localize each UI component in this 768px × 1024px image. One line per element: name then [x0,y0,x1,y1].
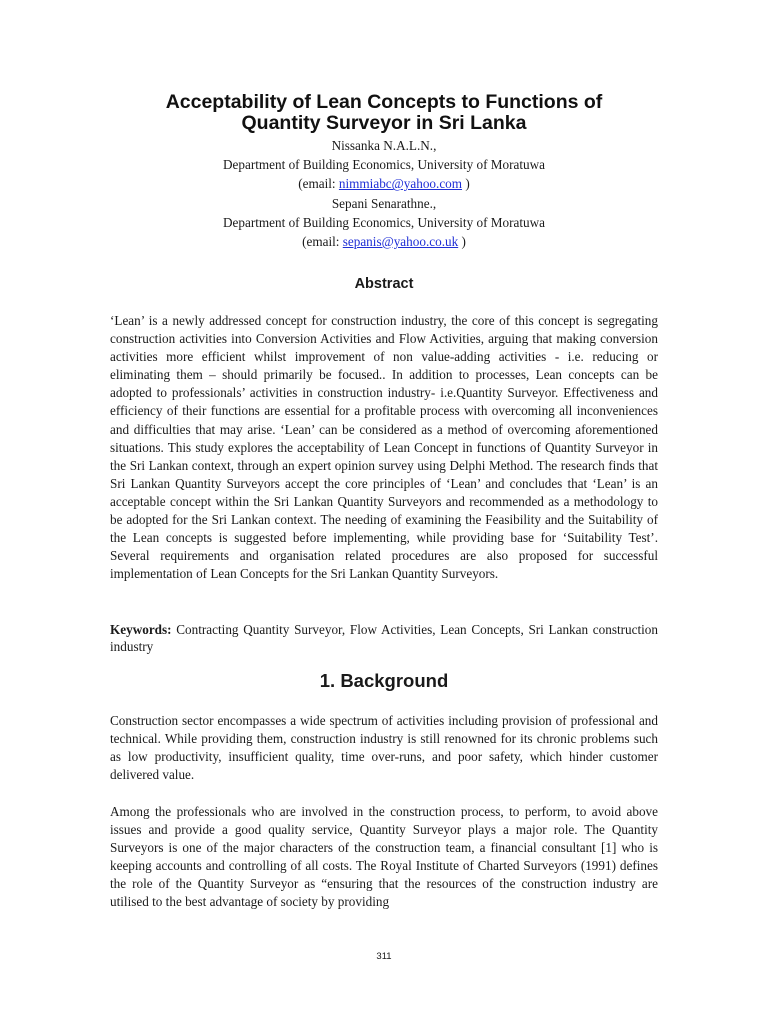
author-email-line [60,232,708,251]
title-line-1: Acceptability of Lean Concepts to Functions of [165,91,603,113]
email-suffix: ) [458,234,466,250]
email-link[interactable]: sepanis@yahoo.co.uk [342,234,459,250]
paper-title [60,92,708,134]
author-name: Sepani Senarathne., [331,195,437,211]
abstract-heading: Abstract [354,276,414,292]
author-affiliation: Department of Building Economics, University of Moratuwa [223,157,545,173]
title-line-2: Quantity Surveyor in Sri Lanka [241,112,527,134]
section-heading: 1. Background [319,670,449,691]
email-prefix: (email: [302,234,343,250]
author-email-line [60,174,708,193]
keywords-label: Keywords: [110,622,172,637]
page-number: 311 [376,951,392,962]
keywords-text: Contracting Quantity Surveyor, Flow Activities, Lean Concepts, Sri Lankan construction industry [110,622,658,654]
email-prefix: (email: [298,176,339,192]
email-suffix: ) [462,176,470,192]
author-name: Nissanka N.A.L.N., [331,138,437,153]
author-affiliation: Department of Building Economics, University of Moratuwa [223,214,545,230]
abstract-text: ‘Lean’ is a newly addressed concept for construction industry, the core of this concept is segregating construction activities into Conversion Activities and Flow Activities, arguing that making conversion activities more efficient whilst improvement of non value-adding activities - i.e. reducing or eliminating them – should primarily be focused.. In addition to processes, Lean concepts can be adopted to professionals’ activities in construction industry- i.e.Quantity Surveyor. Effectiveness and efficiency of their functions are essential for a profitable process with overcoming all inconveniences and difficulties that may arise. ‘Lean’ can be considered as a method of overcoming aforementioned situations. This study explores the acceptability of Lean Concept in functions of Quantity Surveyor in the Sri Lankan context, through an expert opinion survey using Delphi Method. The research finds that Sri Lankan Quantity Surveyors accept the core principles of ‘Lean’ and concludes that ‘Lean’ is an acceptable concept within the Sri Lankan Quantity Surveyors and recommended as a methodology to be adopted for the Sri Lankan context. The needing of examining the Feasibility and the Suitability of the Lean concepts is suggested before implementing, while providing base for ‘Suitability Test’. Several requirements and organisation related procedures are also proposed for successful implementation of Lean Concepts for the Sri Lankan Quantity Surveyors. [110,313,658,582]
body-paragraph: Among the professionals who are involved in the construction process, to perform, to avoid above issues and provide a good quality service, Quantity Surveyor plays a major role. The Quantity Surveyors is one of the major characters of the construction team, a financial consultant [1] who is keeping accounts and controlling of all costs. The Royal Institute of Charted Surveyors (1991) defines the role of the Quantity Surveyor as “ensuring that the resources of the construction industry are utilised to the best advantage of society by providing [110,804,658,910]
keywords [110,622,658,655]
body-paragraph: Construction sector encompasses a wide spectrum of activities including provision of professional and technical. While providing them, construction industry is still renowned for its chronic problems such as low productivity, insufficient quality, time over-runs, and poor safety, which hinder customer delivered value. [110,713,658,783]
email-link[interactable]: nimmiabc@yahoo.com [338,176,463,192]
author-block [60,136,708,251]
